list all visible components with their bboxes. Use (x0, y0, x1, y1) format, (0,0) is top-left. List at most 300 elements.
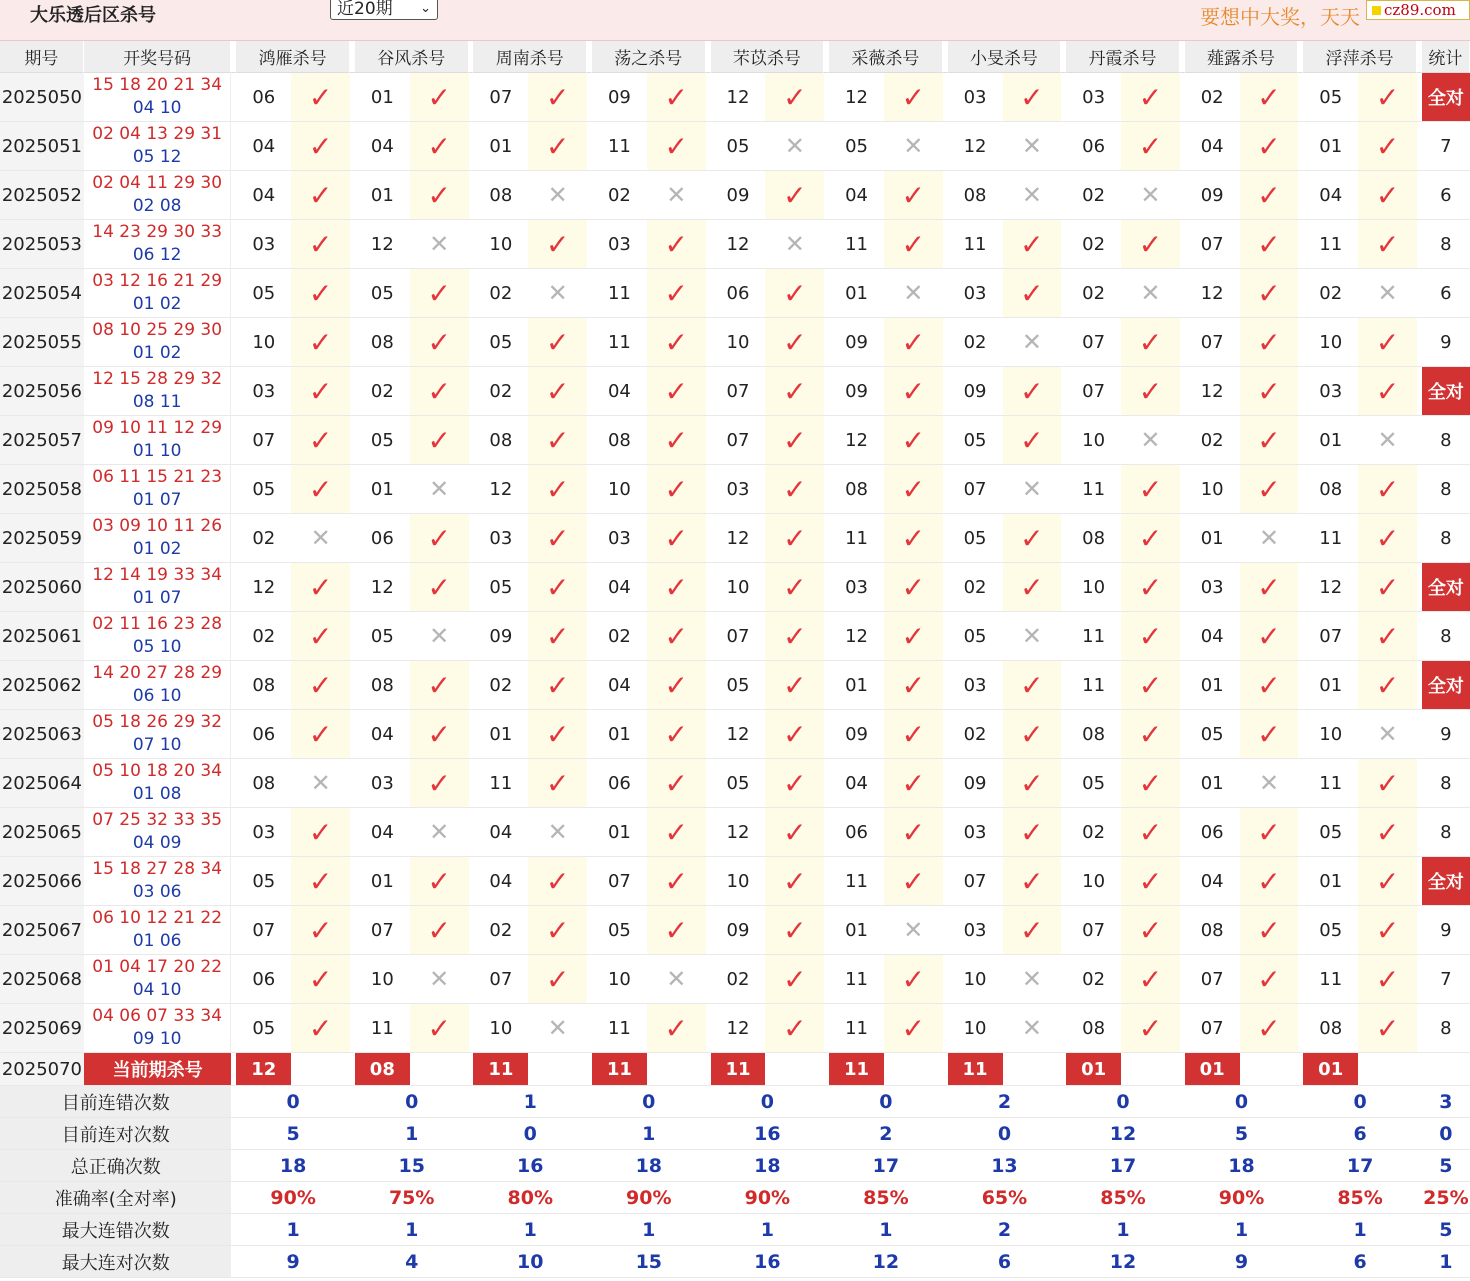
summary-label: 最大连对次数 (0, 1246, 231, 1278)
front-numbers: 14 23 29 30 33 (92, 222, 223, 242)
cross-icon: ✕ (784, 230, 805, 258)
kill-number: 05 (236, 1004, 291, 1053)
period-cell: 2025061 (0, 612, 84, 661)
result-correct (1003, 73, 1062, 122)
summary-value: 18 (236, 1150, 350, 1182)
kill-number: 07 (711, 367, 766, 416)
result-correct (1121, 73, 1180, 122)
kill-number: 02 (1066, 808, 1121, 857)
front-numbers: 14 20 27 28 29 (92, 663, 223, 683)
stat-count: 8 (1422, 1004, 1470, 1053)
period-cell: 2025054 (0, 269, 84, 318)
check-icon: ✓ (1257, 962, 1281, 996)
check-icon: ✓ (1138, 325, 1163, 359)
stat-count: 8 (1422, 514, 1470, 563)
check-icon: ✓ (308, 178, 333, 212)
kill-number: 03 (948, 73, 1003, 122)
stat-all-correct-badge: 全对 (1422, 563, 1470, 612)
result-correct (410, 857, 469, 906)
check-icon: ✓ (664, 815, 688, 849)
result-correct (1358, 612, 1417, 661)
kill-number: 12 (1185, 269, 1240, 318)
result-wrong (884, 122, 943, 171)
kill-number: 03 (473, 514, 528, 563)
check-icon: ✓ (664, 570, 688, 604)
draw-numbers (84, 710, 232, 759)
period-cell: 2025059 (0, 514, 84, 563)
table-row (0, 318, 1470, 367)
period-cell: 2025062 (0, 661, 84, 710)
current-kill-number: 12 (236, 1053, 291, 1086)
result-correct (1358, 514, 1417, 563)
result-correct (528, 318, 587, 367)
kill-number: 03 (1066, 73, 1121, 122)
current-period-row (0, 1053, 1470, 1086)
summary-value: 1 (1066, 1214, 1180, 1246)
kill-number: 05 (1185, 710, 1240, 759)
kill-number: 09 (829, 318, 884, 367)
kill-number: 11 (1066, 612, 1121, 661)
result-correct (1358, 73, 1417, 122)
summary-stat-value: 25% (1422, 1182, 1470, 1214)
result-correct (1003, 857, 1062, 906)
check-icon: ✓ (783, 766, 807, 800)
result-correct (884, 808, 943, 857)
kill-number: 08 (1185, 906, 1240, 955)
kill-number: 04 (473, 857, 528, 906)
check-icon: ✓ (1138, 80, 1163, 114)
check-icon: ✓ (1375, 1011, 1400, 1045)
kill-number: 10 (473, 220, 528, 269)
empty-cell (291, 1053, 350, 1086)
check-icon: ✓ (901, 619, 926, 653)
check-icon: ✓ (1375, 913, 1400, 947)
check-icon: ✓ (1138, 668, 1163, 702)
result-wrong (291, 514, 350, 563)
summary-value: 9 (236, 1246, 350, 1278)
back-numbers: 08 11 (132, 392, 182, 412)
table-row (0, 367, 1470, 416)
current-kill-number: 11 (592, 1053, 647, 1086)
check-icon: ✓ (1375, 227, 1400, 261)
cross-icon: ✕ (547, 279, 568, 307)
current-kill-number: 01 (1185, 1053, 1240, 1086)
kill-number: 02 (473, 661, 528, 710)
result-correct (884, 563, 943, 612)
summary-value: 0 (473, 1118, 587, 1150)
check-icon: ✓ (427, 1011, 451, 1045)
check-icon: ✓ (901, 374, 926, 408)
kill-number: 05 (1066, 759, 1121, 808)
kill-number: 01 (829, 906, 884, 955)
result-correct (528, 465, 587, 514)
result-correct (765, 416, 824, 465)
period-cell: 2025058 (0, 465, 84, 514)
empty-cell (1003, 1053, 1062, 1086)
current-kill-number: 11 (829, 1053, 884, 1086)
kill-number: 11 (1066, 661, 1121, 710)
cross-icon: ✕ (1258, 769, 1280, 797)
result-correct (410, 906, 469, 955)
check-icon: ✓ (1020, 570, 1044, 604)
result-wrong (1003, 612, 1062, 661)
result-correct (528, 612, 587, 661)
check-icon: ✓ (901, 472, 926, 506)
kill-number: 07 (473, 955, 528, 1004)
kill-number: 09 (829, 367, 884, 416)
check-icon: ✓ (901, 815, 926, 849)
result-correct (528, 661, 587, 710)
check-icon: ✓ (783, 374, 807, 408)
check-icon: ✓ (427, 276, 451, 310)
result-correct (647, 514, 706, 563)
kill-number: 01 (592, 710, 647, 759)
result-correct (647, 416, 706, 465)
check-icon: ✓ (783, 668, 807, 702)
check-icon: ✓ (901, 227, 926, 261)
kill-number: 09 (1185, 171, 1240, 220)
back-numbers: 01 07 (132, 588, 182, 608)
result-correct (765, 661, 824, 710)
result-correct (647, 220, 706, 269)
check-icon: ✓ (1138, 374, 1163, 408)
check-icon: ✓ (1257, 325, 1281, 359)
table-row (0, 563, 1470, 612)
stat-count: 9 (1422, 710, 1470, 759)
kill-number: 11 (829, 857, 884, 906)
kill-number: 10 (1303, 710, 1358, 759)
cross-icon: ✕ (1377, 720, 1398, 748)
kill-number: 12 (711, 514, 766, 563)
summary-value: 1 (355, 1214, 469, 1246)
kill-number: 11 (592, 318, 647, 367)
slogan[interactable]: 要想中大奖，天天 (1200, 5, 1360, 29)
result-wrong (291, 759, 350, 808)
kill-number: 05 (1303, 906, 1358, 955)
table-row (0, 269, 1470, 318)
kill-number: 01 (1303, 416, 1358, 465)
check-icon: ✓ (783, 717, 807, 751)
summary-value: 17 (1066, 1150, 1180, 1182)
table-row (0, 612, 1470, 661)
current-kill-number: 11 (711, 1053, 766, 1086)
kill-number: 03 (829, 563, 884, 612)
kill-number: 02 (1066, 955, 1121, 1004)
kill-number: 12 (711, 710, 766, 759)
check-icon: ✓ (1138, 766, 1163, 800)
empty-cell (884, 1053, 943, 1086)
kill-number: 12 (829, 416, 884, 465)
check-icon: ✓ (1375, 472, 1400, 506)
kill-number: 12 (948, 122, 1003, 171)
kill-number: 10 (711, 857, 766, 906)
result-correct (647, 465, 706, 514)
kill-number: 06 (236, 73, 291, 122)
result-correct (884, 710, 943, 759)
result-correct (1121, 906, 1180, 955)
back-numbers: 01 02 (132, 294, 182, 314)
kill-number: 01 (592, 808, 647, 857)
check-icon: ✓ (427, 178, 451, 212)
check-icon: ✓ (783, 521, 807, 555)
check-icon: ✓ (1138, 619, 1163, 653)
kill-number: 02 (592, 612, 647, 661)
result-correct (291, 955, 350, 1004)
result-correct (291, 857, 350, 906)
check-icon: ✓ (1138, 717, 1163, 751)
kill-number: 08 (1066, 710, 1121, 759)
kill-number: 09 (473, 612, 528, 661)
result-correct (528, 73, 587, 122)
summary-label: 准确率(全对率) (0, 1182, 231, 1214)
result-correct (1121, 563, 1180, 612)
summary-value: 90% (592, 1182, 706, 1214)
result-correct (765, 808, 824, 857)
cross-icon: ✕ (429, 230, 450, 258)
col-header-expert: 丹霞杀号 (1066, 41, 1180, 73)
kill-number: 02 (1185, 73, 1240, 122)
empty-cell (1240, 1053, 1299, 1086)
result-correct (884, 759, 943, 808)
current-kill-number: 01 (1303, 1053, 1358, 1086)
cross-icon: ✕ (1021, 622, 1042, 650)
summary-value: 18 (1185, 1150, 1299, 1182)
result-correct (410, 171, 469, 220)
check-icon: ✓ (664, 913, 688, 947)
col-header-expert: 荡之杀号 (592, 41, 706, 73)
check-icon: ✓ (1020, 766, 1044, 800)
result-correct (528, 563, 587, 612)
result-correct (647, 122, 706, 171)
site-badge[interactable] (1366, 0, 1470, 20)
result-correct (1358, 318, 1417, 367)
result-correct (528, 416, 587, 465)
col-header-expert: 芣苡杀号 (711, 41, 825, 73)
check-icon: ✓ (664, 227, 688, 261)
summary-row (0, 1150, 1470, 1182)
front-numbers: 15 18 20 21 34 (92, 75, 223, 95)
check-icon: ✓ (783, 962, 807, 996)
check-icon: ✓ (1257, 717, 1281, 751)
summary-value: 9 (1185, 1246, 1299, 1278)
check-icon: ✓ (1020, 521, 1044, 555)
kill-number: 03 (236, 367, 291, 416)
stat-count: 7 (1422, 122, 1470, 171)
cross-icon: ✕ (547, 818, 568, 846)
kill-number: 11 (1303, 514, 1358, 563)
check-icon: ✓ (901, 864, 926, 898)
check-icon: ✓ (1375, 619, 1400, 653)
result-wrong (410, 465, 469, 514)
summary-value: 2 (829, 1118, 943, 1150)
summary-value: 12 (1066, 1118, 1180, 1150)
result-correct (1358, 906, 1417, 955)
period-cell: 2025056 (0, 367, 84, 416)
result-correct (1240, 1004, 1299, 1053)
kill-number: 03 (711, 465, 766, 514)
kill-number: 08 (1066, 1004, 1121, 1053)
check-icon: ✓ (545, 913, 570, 947)
table-header (0, 41, 1470, 73)
check-icon: ✓ (783, 864, 807, 898)
page-title: 大乐透后区杀号 (30, 5, 156, 26)
kill-number: 01 (1303, 857, 1358, 906)
check-icon: ✓ (783, 570, 807, 604)
check-icon: ✓ (901, 80, 926, 114)
kill-number: 01 (1303, 122, 1358, 171)
summary-stat-value: 0 (1422, 1118, 1470, 1150)
result-correct (1003, 563, 1062, 612)
summary-value: 0 (829, 1086, 943, 1118)
kill-number: 01 (355, 171, 410, 220)
result-correct (1240, 416, 1299, 465)
check-icon: ✓ (308, 276, 333, 310)
result-correct (1121, 661, 1180, 710)
back-numbers: 04 10 (132, 98, 182, 118)
check-icon: ✓ (427, 864, 451, 898)
check-icon: ✓ (664, 619, 688, 653)
kill-number: 06 (236, 710, 291, 759)
empty-cell (1121, 1053, 1180, 1086)
kill-number: 09 (948, 367, 1003, 416)
kill-number: 06 (1066, 122, 1121, 171)
table-row (0, 171, 1470, 220)
summary-value: 1 (711, 1214, 825, 1246)
summary-row (0, 1214, 1470, 1246)
front-numbers: 02 04 13 29 31 (92, 124, 223, 144)
kill-number: 03 (236, 220, 291, 269)
check-icon: ✓ (1375, 178, 1400, 212)
result-correct (528, 955, 587, 1004)
chevron-down-icon: ⌄ (420, 1, 431, 16)
result-wrong (1003, 171, 1062, 220)
summary-value: 1 (473, 1086, 587, 1118)
result-wrong (1358, 416, 1417, 465)
check-icon: ✓ (664, 1011, 688, 1045)
check-icon: ✓ (427, 913, 451, 947)
result-correct (647, 318, 706, 367)
check-icon: ✓ (427, 668, 451, 702)
kill-number: 01 (1303, 661, 1358, 710)
kill-number: 07 (236, 416, 291, 465)
check-icon: ✓ (1020, 423, 1044, 457)
result-wrong (765, 122, 824, 171)
result-correct (410, 367, 469, 416)
kill-number: 08 (473, 416, 528, 465)
result-correct (1003, 269, 1062, 318)
check-icon: ✓ (1257, 570, 1281, 604)
result-correct (647, 710, 706, 759)
kill-number: 02 (711, 955, 766, 1004)
col-header-expert: 周南杀号 (473, 41, 587, 73)
kill-number: 05 (948, 612, 1003, 661)
result-correct (1240, 73, 1299, 122)
cross-icon: ✕ (1021, 328, 1042, 356)
kill-number: 03 (236, 808, 291, 857)
kill-number: 06 (355, 514, 410, 563)
summary-value: 0 (592, 1086, 706, 1118)
stat-count: 8 (1422, 465, 1470, 514)
kill-number: 02 (948, 710, 1003, 759)
cross-icon: ✕ (429, 622, 450, 650)
draw-numbers (84, 367, 232, 416)
table-row (0, 661, 1470, 710)
check-icon: ✓ (1257, 815, 1281, 849)
result-correct (884, 171, 943, 220)
check-icon: ✓ (1020, 717, 1044, 751)
result-correct (765, 563, 824, 612)
stat-count: 8 (1422, 416, 1470, 465)
kill-number: 01 (1185, 514, 1240, 563)
kill-number: 03 (948, 661, 1003, 710)
check-icon: ✓ (901, 668, 926, 702)
kill-number: 05 (236, 857, 291, 906)
kill-number: 06 (1185, 808, 1240, 857)
result-wrong (528, 808, 587, 857)
kill-number: 09 (592, 73, 647, 122)
result-correct (765, 73, 824, 122)
cross-icon: ✕ (903, 279, 924, 307)
col-header-expert: 鸿雁杀号 (236, 41, 350, 73)
table-row (0, 906, 1470, 955)
result-correct (1121, 759, 1180, 808)
result-correct (1240, 808, 1299, 857)
result-correct (884, 514, 943, 563)
summary-value: 65% (948, 1182, 1062, 1214)
result-correct (1240, 465, 1299, 514)
kill-number: 04 (473, 808, 528, 857)
summary-value: 1 (355, 1118, 469, 1150)
current-kill-number: 11 (948, 1053, 1003, 1086)
check-icon: ✓ (1257, 1011, 1281, 1045)
kill-number: 08 (592, 416, 647, 465)
kill-number: 05 (473, 318, 528, 367)
check-icon: ✓ (308, 570, 333, 604)
table-row (0, 514, 1470, 563)
period-cell: 2025051 (0, 122, 84, 171)
summary-value: 17 (829, 1150, 943, 1182)
kill-number: 08 (1303, 465, 1358, 514)
cross-icon: ✕ (547, 181, 568, 209)
check-icon: ✓ (427, 570, 451, 604)
result-correct (765, 710, 824, 759)
result-wrong (1003, 955, 1062, 1004)
result-correct (1121, 465, 1180, 514)
result-correct (647, 73, 706, 122)
cross-icon: ✕ (1377, 279, 1398, 307)
range-select[interactable] (330, 0, 438, 20)
result-correct (1003, 416, 1062, 465)
kill-number: 03 (592, 514, 647, 563)
result-correct (1240, 220, 1299, 269)
cross-icon: ✕ (784, 132, 805, 160)
col-header-expert: 小旻杀号 (948, 41, 1062, 73)
kill-number: 02 (948, 563, 1003, 612)
kill-number: 08 (355, 661, 410, 710)
result-correct (291, 906, 350, 955)
range-select-value: 近20期 (337, 0, 393, 19)
current-kill-number: 11 (473, 1053, 528, 1086)
col-header-stat: 统计 (1422, 41, 1470, 73)
check-icon: ✓ (1375, 521, 1400, 555)
result-correct (647, 661, 706, 710)
check-icon: ✓ (1257, 864, 1281, 898)
kill-number: 07 (1066, 367, 1121, 416)
front-numbers: 03 09 10 11 26 (92, 516, 223, 536)
kill-number: 04 (355, 710, 410, 759)
table-row (0, 122, 1470, 171)
check-icon: ✓ (545, 962, 570, 996)
